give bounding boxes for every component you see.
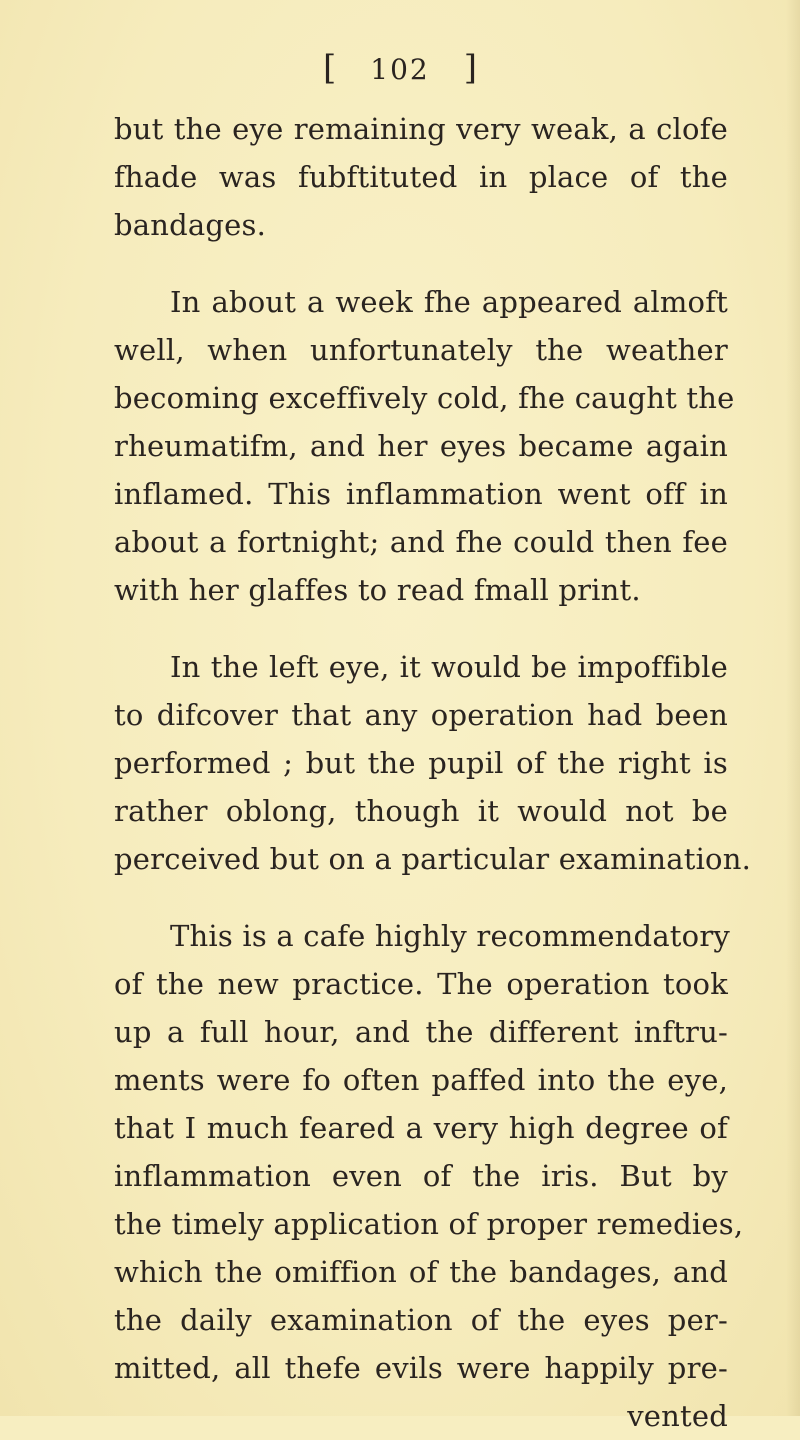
- text-line: up a full hour, and the different inftru-: [114, 1015, 728, 1049]
- text-line: inflammation even of the iris. But by: [114, 1159, 728, 1193]
- header-close-bracket: ]: [463, 48, 477, 88]
- header-open-bracket: [: [323, 48, 337, 88]
- text-line: that I much feared a very high degree of: [114, 1111, 728, 1145]
- body-text: [114, 105, 752, 1440]
- text-line: rheumatifm, and her eyes became again: [114, 429, 728, 463]
- text-line: the timely application of proper remedies,: [114, 1207, 744, 1241]
- text-line: which the omiffion of the bandages, and: [114, 1255, 728, 1289]
- text-line: with her glaffes to read fmall print.: [114, 573, 641, 607]
- text-line: but the eye remaining very weak, a clofe: [114, 112, 728, 146]
- text-line: performed ; but the pupil of the right is: [114, 746, 728, 780]
- paragraph-gap: [114, 249, 728, 278]
- text-line: to difcover that any operation had been: [114, 698, 728, 732]
- text-line: In the left eye, it would be impoffible: [170, 650, 728, 684]
- text-line: about a fortnight; and fhe could then fee: [114, 525, 728, 559]
- catchword: vented: [627, 1399, 728, 1433]
- text-line: rather oblong, though it would not be: [114, 794, 728, 828]
- text-line: inflamed. This inflammation went off in: [114, 477, 728, 511]
- text-line: the daily examination of the eyes per-: [114, 1303, 728, 1337]
- text-line: This is a cafe highly recommendatory: [170, 919, 730, 953]
- text-line: well, when unfortunately the weather: [114, 333, 728, 367]
- text-line: becoming exceffively cold, fhe caught the: [114, 381, 735, 415]
- page-number: 102: [370, 53, 430, 86]
- text-line: fhade was fubftituted in place of the: [114, 160, 728, 194]
- paragraph-gap: [114, 614, 728, 643]
- paragraph-gap: [114, 883, 728, 912]
- page-header: [0, 48, 800, 90]
- text-line: In about a week fhe appeared almoft: [170, 285, 728, 319]
- text-line: perceived but on a particular examination.: [114, 842, 752, 876]
- text-line: ments were fo often paffed into the eye,: [114, 1063, 728, 1097]
- text-line: of the new practice. The operation took: [114, 967, 728, 1001]
- text-line: mitted, all thefe evils were happily pre-: [114, 1351, 728, 1385]
- text-line: bandages.: [114, 208, 267, 242]
- page-edge-shadow: [786, 0, 800, 1416]
